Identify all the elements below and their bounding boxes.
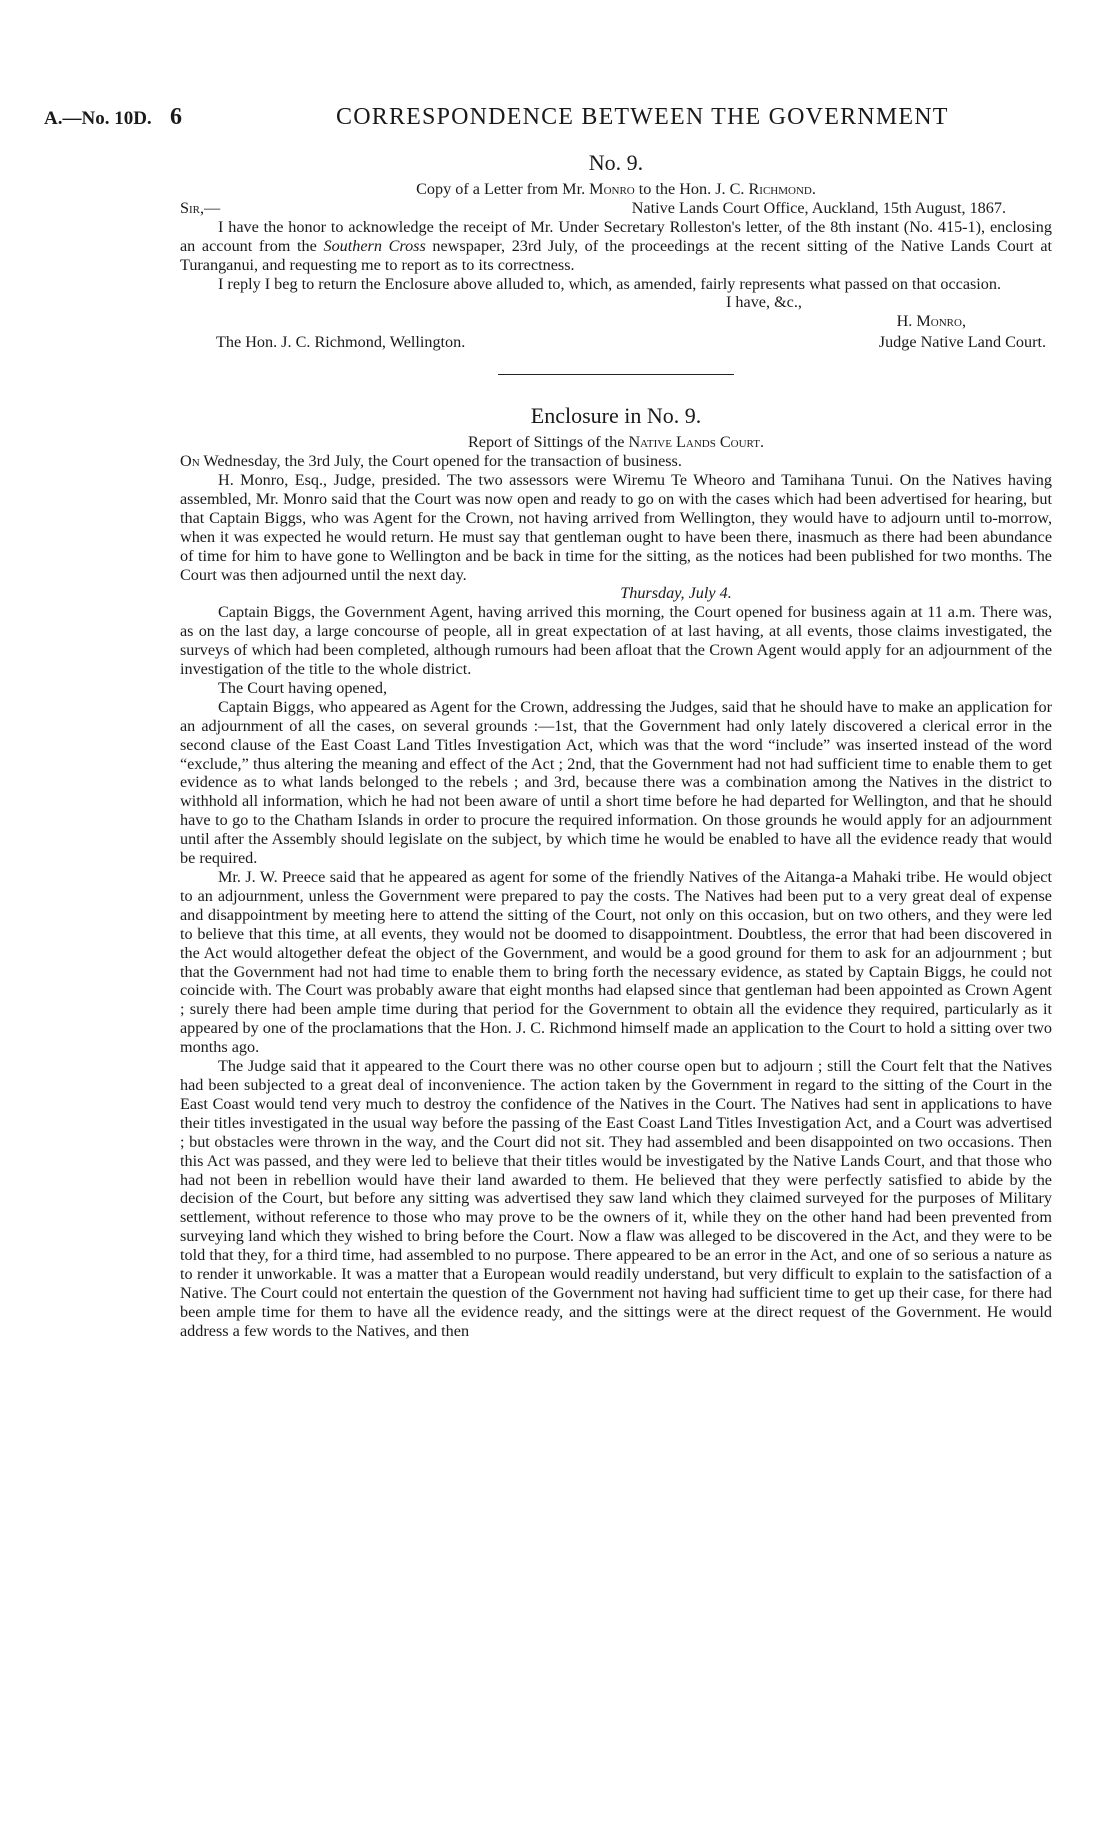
address-row: [180, 333, 1052, 352]
signature: [180, 312, 1052, 331]
closing-row: [180, 293, 1052, 312]
salutation: Sir,—: [180, 198, 221, 217]
paper-reference: A.—No. 10D.: [44, 108, 152, 129]
letter-from-name: Monro: [589, 180, 635, 198]
letter-title-prefix: Copy of a Letter from Mr.: [416, 180, 586, 198]
enclosure-paragraph-2: H. Monro, Esq., Judge, presided. The two assessors were Wiremu Te Wheoro and Tamihana Tunui. On the Natives having assembled, Mr. Monro said that the Court was now open and ready to go on with the cases which had been advertised for hearing, but that Captain Biggs, who was Agent for the Crown, not having arrived from Wellington, they would have to adjourn until to-morrow, when it was expected he would return. He must say that gentleman ought to have been there, inasmuch as there had been abundance of time for him to have gone to Wellington and be back in time for the sitting, as the notices had been published for two months. The Court was then adjourned until the next day.: [180, 470, 1052, 584]
enclosure-heading: Enclosure in No. 9.: [530, 403, 702, 429]
enclosure-paragraph-1: [180, 452, 1052, 471]
place-date: Native Lands Court Office, Auckland, 15th August, 1867.: [631, 198, 1006, 217]
salutation-row: [180, 199, 1052, 218]
addressee: The Hon. J. C. Richmond, Wellington.: [216, 333, 466, 352]
enclosure-paragraph-4: The Court having opened,: [218, 678, 388, 697]
letter-title: [180, 180, 1052, 199]
section-divider: [498, 374, 734, 375]
signer-name: Monro,: [916, 312, 966, 331]
letter-number: No. 9.: [588, 150, 644, 175]
document-body: [180, 150, 1052, 1341]
enclosure-paragraph-5: Captain Biggs, who appeared as Agent for the Crown, addressing the Judges, said that he should have to make an application for an adjournment of all the cases, on several grounds :—1st, that the Government had only lately discovered a clerical error in the second clause of the East Coast Land Titles Investigation Act, which was that the word “include” was inserted instead of the word “exclude,” thus altering the meaning and effect of the Act ; 2nd, that the Government had not had sufficient time to enable them to get evidence as to what lands belonged to the rebels ; and 3rd, because there was a combination among the Natives in the district to withhold all information, which he had not been aware of until a short time before he had departed for Wellington, and that he should have to go to the Chatham Islands in order to procure the required information. On those grounds he would apply for an adjournment until after the Assembly should legislate on the subject, by which time he would be enabled to have all the evidence ready that would be required.: [180, 697, 1052, 868]
enclosure-paragraph-1-text: Wednesday, the 3rd July, the Court opened for the transaction of business.: [199, 452, 682, 471]
page-number: 6: [170, 104, 182, 130]
running-title: CORRESPONDENCE BETWEEN THE GOVERNMENT: [336, 104, 949, 130]
newspaper-name: Southern Cross: [323, 236, 426, 255]
date-line: Thursday, July 4.: [620, 584, 732, 603]
letter-title-mid: to the Hon. J. C.: [638, 180, 745, 198]
enclosure-first-word: On: [180, 452, 200, 471]
letter-paragraph-1-a: I have the honor to acknowledge the receipt of Mr. Under Secretary Rolleston's letter, of the 8th instant (No. 415-1), enclosing an account from the: [180, 217, 1052, 255]
letter-paragraph-2: I reply I beg to return the Enclosure above alluded to, which, as amended, fairly represents what passed on that occasion.: [218, 274, 1002, 293]
page-header: [44, 104, 1054, 134]
letter-paragraph-1-b: newspaper, 23rd July, of the proceedings at the recent sitting of the Native Lands Court at Turanganui, and requesting me to report as to its correctness.: [180, 236, 1052, 274]
enclosure-paragraph-3: Captain Biggs, the Government Agent, having arrived this morning, the Court opened for business again at 11 a.m. There was, as on the last day, a large concourse of people, all in great expectation of at last having, at all events, those claims investigated, the surveys of which had been completed, although rumours had been afloat that the Crown Agent would apply for an adjournment of the investigation of the title to the whole district.: [180, 603, 1052, 679]
enclosure-paragraph-6: Mr. J. W. Preece said that he appeared as agent for some of the friendly Natives of the Aitanga-a Mahaki tribe. He would object to an adjournment, unless the Government were prepared to pay the costs. The Natives had been put to a very great deal of expense and disappointment by meeting here to attend the sitting of the Court, not only on this occasion, but on two others, and they were led to believe that this time, at all events, they would not be doomed to disappointment. Doubtless, the error that had been discovered in the Act would altogether defeat the object of the Government, and would be a good ground for them to ask for an adjournment ; but that the Government had not had time to enable them to bring forth the necessary evidence, as stated by Captain Biggs, he could not coincide with. The Court was probably aware that eight months had elapsed since that gentleman had been appointed as Crown Agent ; surely there had been ample time during that period for the Government to obtain all the evidence they required, particularly as it appeared by one of the proclamations that the Hon. J. C. Richmond himself made an application to the Court to hold a sitting over two months ago.: [180, 868, 1052, 1057]
letter-paragraph-1: [180, 218, 1052, 275]
enclosure-paragraph-7: The Judge said that it appeared to the Court there was no other course open but to adjourn ; still the Court felt that the Natives had been subjected to a great deal of inconvenience. The action taken by the Government in regard to the sitting of the Court in the East Coast would tend very much to destroy the confidence of the Natives in the Court. The Natives had sent in applications to have their titles investigated in the usual way before the passing of the East Coast Land Titles Investigation Act, and a Court was advertised ; but obstacles were thrown in the way, and the Court did not sit. They had assembled and been disappointed on two occasions. Then this Act was passed, and they were led to believe that their titles would be investigated by the Native Lands Court, and that those who had not been in rebellion would have their land awarded to them. He believed that they were perfectly satisfied to abide by the decision of the Court, but before any sitting was advertised they saw land which they claimed surveyed for the purposes of Military settlement, without reference to those who may prove to be the owners of it, while they on the other hand had been prevented from surveying land which they wished to bring before the Court. Now a flaw was alleged to be discovered in the Act, and they were to be told that they, for a third time, had assembled to no purpose. There appeared to be an error in the Act, and one of so serious a nature as to render it unworkable. It was a matter that a European would readily understand, but very difficult to explain to the satisfaction of a Native. The Court could not entertain the question of the Government not having had sufficient time to get up their case, for there had been ample time for them to have all the evidence ready, and the sittings were at the direct request of the Government. He would address a few words to the Natives, and then: [180, 1057, 1052, 1340]
enclosure-subtitle: [180, 433, 1052, 452]
closing: I have, &c.,: [726, 293, 802, 312]
enclosure-subtitle-prefix: Report of Sittings of the: [467, 433, 625, 452]
signer-title: Judge Native Land Court.: [878, 333, 1046, 352]
signer-initial: H.: [896, 312, 913, 331]
letter-to-name: Richmond.: [748, 180, 816, 198]
enclosure-subtitle-court: Native Lands Court.: [628, 433, 765, 452]
